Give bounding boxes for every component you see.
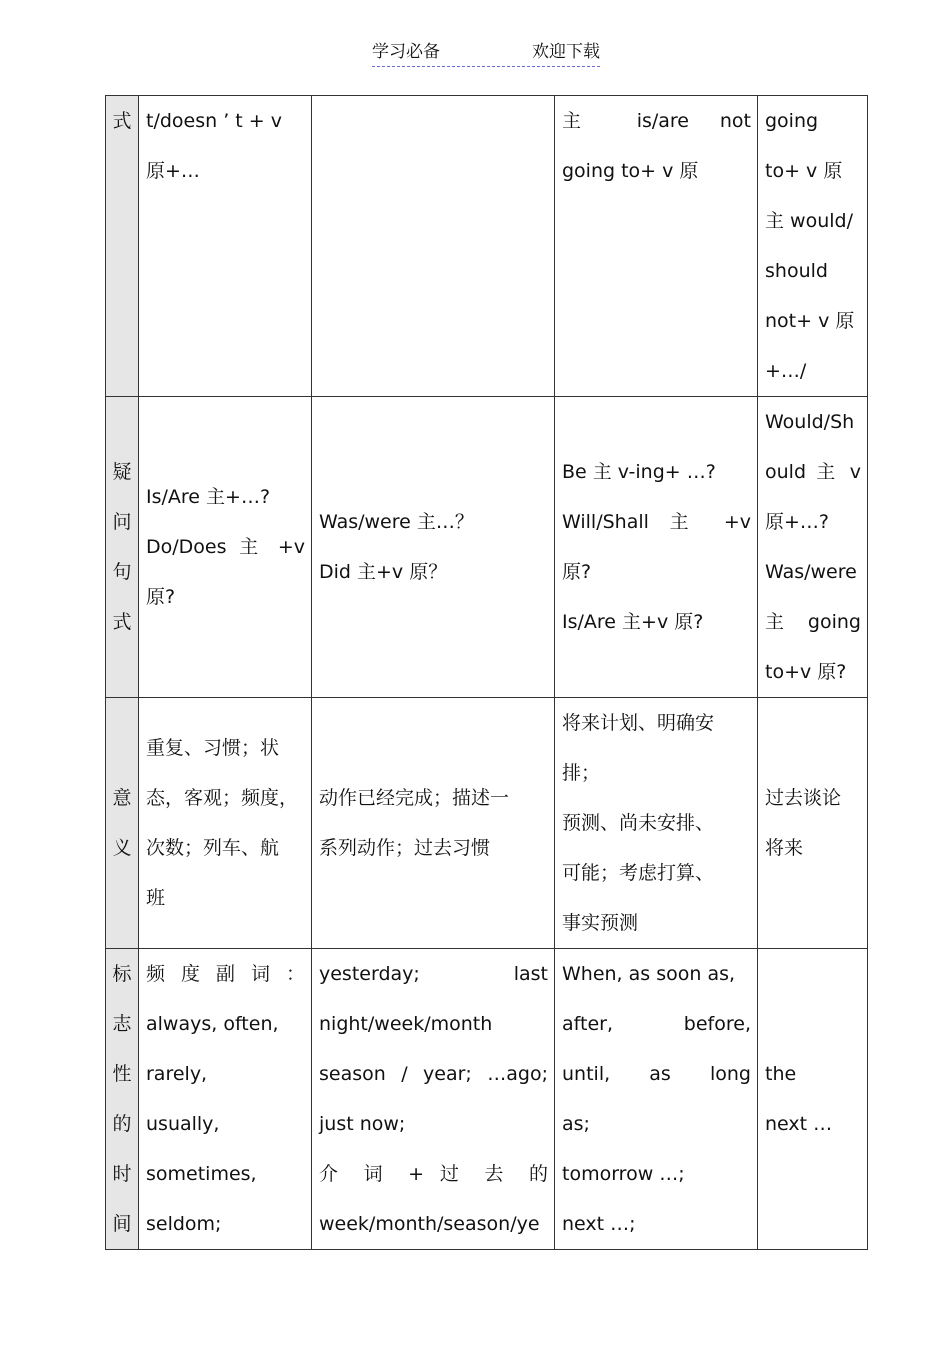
cell-past [312,698,555,949]
cell-past-future [758,698,868,949]
cell-line: next …; [562,1213,636,1235]
cell-line: 事实预测 [562,912,639,934]
cell-line: 班 [146,887,166,909]
row-label-char: 的 [112,1113,132,1135]
row-label-char: 式 [112,611,132,633]
cell-line: the [765,1063,797,1085]
cell-line: t/doesn ’ t + v [146,110,282,132]
cell-line: Would/Sh [765,411,855,433]
cell-line: 系列动作；过去习惯 [319,837,491,859]
cell-line: 原? [562,561,592,583]
row-label-text [106,773,138,873]
cell-line: 将来计划、明确安 [562,712,715,734]
cell-line: ould 主 v [765,461,861,483]
cell-line: should [765,260,828,282]
cell-future [555,397,758,698]
row-label [106,397,139,698]
table-row [106,397,868,698]
cell-line: until, as long [562,1063,751,1085]
cell-past [312,96,555,397]
cell-line: 预测、尚未安排、 [562,812,715,834]
cell-line: going to+ v 原 [562,160,699,182]
cell-line: Will/Shall 主 +v [562,511,751,533]
cell-line: Was/were 主…？ [319,511,474,533]
cell-line: to+ v 原 [765,160,843,182]
cell-past-future [758,96,868,397]
cell-line: 原? [146,586,176,608]
row-label-char: 标 [112,963,132,985]
cell-line: 介 词 + 过 去 的 [319,1163,548,1185]
cell-line: usually, [146,1113,220,1135]
cell-past [312,949,555,1250]
cell-line: week/month/season/ye [319,1213,540,1235]
row-label-char: 式 [112,110,132,132]
row-label [106,949,139,1250]
row-label-char: 志 [112,1013,132,1035]
row-label [106,96,139,397]
cell-line: to+v 原? [765,661,847,683]
cell-line: just now; [319,1113,406,1135]
cell-line: rarely, [146,1063,208,1085]
page-header [372,40,600,67]
cell-line: Do/Does 主 +v [146,536,305,558]
cell-line: Is/Are 主+…? [146,486,271,508]
cell-past [312,397,555,698]
cell-line: 重复、习惯；状 [146,737,280,759]
table-row [106,96,868,397]
header-left-text: 学习必备 [372,42,440,62]
cell-line: after, before, [562,1013,751,1035]
cell-line: yesterday; last [319,963,548,985]
cell-line: When, as soon as, [562,963,736,985]
cell-line: 可能；考虑打算、 [562,862,715,884]
cell-line: as; [562,1113,590,1135]
cell-line: 过去谈论 [765,787,842,809]
cell-line: 主 would/ [765,210,853,232]
row-label-char: 时 [112,1163,132,1185]
cell-line: +…/ [765,360,807,382]
grammar-table [105,95,868,1250]
table-row [106,949,868,1250]
cell-line: Is/Are 主+v 原? [562,611,704,633]
cell-line: 动作已经完成；描述一 [319,787,510,809]
row-label-char: 义 [112,837,132,859]
cell-future [555,698,758,949]
cell-future [555,96,758,397]
cell-line: seldom; [146,1213,222,1235]
cell-present [139,397,312,698]
cell-present [139,96,312,397]
cell-line: 态，客观；频度， [146,787,299,809]
row-label-char: 句 [112,561,132,583]
cell-line: 将来 [765,837,804,859]
cell-line: season / year; …ago; [319,1063,548,1085]
cell-past-future [758,397,868,698]
cell-line: 次数；列车、航 [146,837,280,859]
cell-line: Did 主+v 原？ [319,561,448,583]
row-label-char: 间 [112,1213,132,1235]
row-label-char: 性 [112,1063,132,1085]
cell-line: 频 度 副 词 ： [146,963,305,985]
cell-line: not+ v 原 [765,310,855,332]
cell-line: going [765,110,819,132]
cell-line: Was/were [765,561,857,583]
row-label-char: 问 [112,511,132,533]
row-label-char: 疑 [112,461,132,483]
cell-future [555,949,758,1250]
cell-line: next … [765,1113,833,1135]
table-row [106,698,868,949]
cell-line: 主 is/are not [562,110,751,132]
cell-present [139,949,312,1250]
cell-past-future [758,949,868,1250]
cell-line: tomorrow …; [562,1163,685,1185]
cell-present [139,698,312,949]
row-label-text [106,949,138,1249]
row-label-text [106,447,138,647]
cell-line: 原+…? [765,511,830,533]
cell-line: sometimes, [146,1163,257,1185]
row-label [106,698,139,949]
cell-line: always, often, [146,1013,279,1035]
cell-line: Be 主 v-ing+ …? [562,461,716,483]
row-label-char: 意 [112,787,132,809]
cell-line: 排； [562,762,601,784]
cell-line: 原+… [146,160,200,182]
cell-line: 主 going [765,611,861,633]
cell-line: night/week/month [319,1013,493,1035]
header-right-text: 欢迎下载 [532,42,600,62]
row-label-text [106,96,138,146]
